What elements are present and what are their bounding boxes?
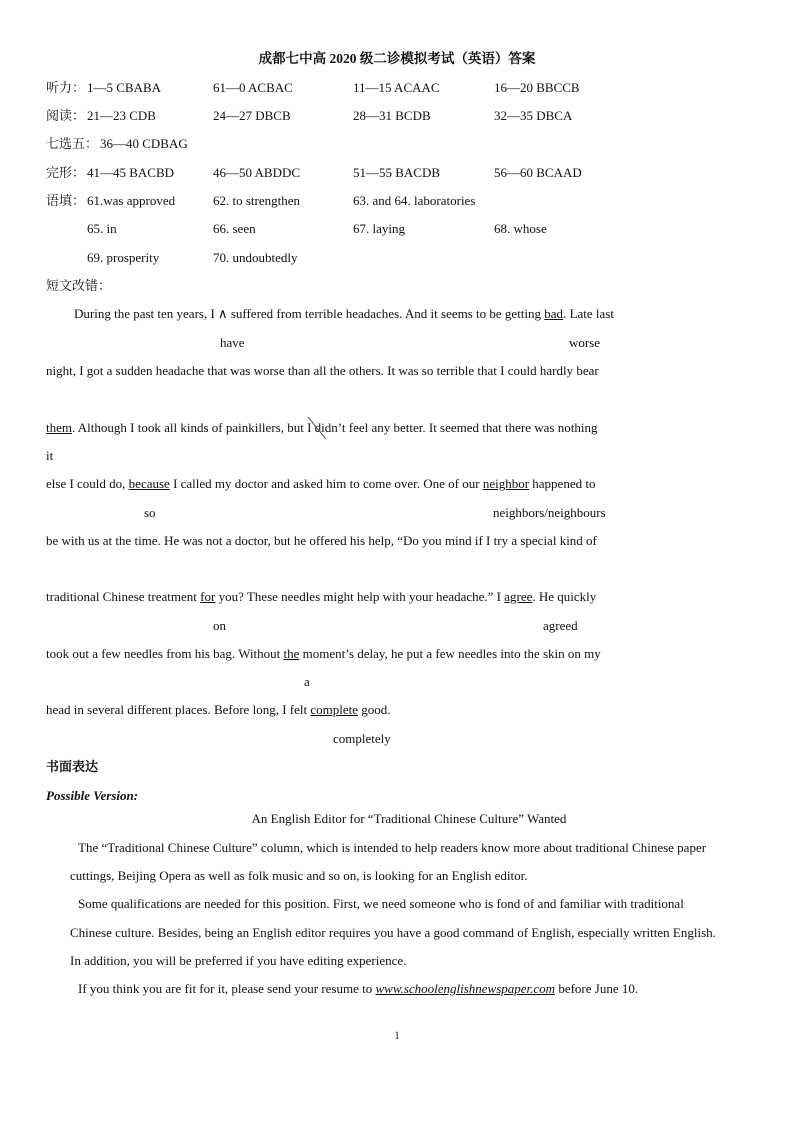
correction-line-2: night, I got a sudden headache that was worse than all the others. It was so terrible that I could hardly bear <box>46 363 599 378</box>
error-word-complete: complete <box>310 702 358 717</box>
correction-line-8: head in several different places. Before long, I felt complete good. <box>46 702 391 717</box>
cloze-label: 完形： <box>46 165 86 180</box>
correction-a: a <box>304 674 310 689</box>
essay-p2-line-3: In addition, you will be preferred if you have editing experience. <box>70 953 407 968</box>
listening-answer-3: 11—15 ACAAC <box>353 80 440 95</box>
possible-version-label: Possible Version: <box>46 788 139 803</box>
error-word-them: them <box>46 420 72 435</box>
grammar-answer-68: 68. whose <box>494 221 547 236</box>
cloze-answer-1: 41—45 BACBD <box>87 165 175 180</box>
listening-label: 听力： <box>46 80 86 95</box>
grammar-answer-62: 62. to strengthen <box>213 193 301 208</box>
writing-heading: 书面表达 <box>46 759 99 774</box>
error-word-but: but <box>287 420 304 435</box>
reading-answer-1: 21—23 CDB <box>87 108 156 123</box>
grammar-answer-70: 70. undoubtedly <box>213 250 298 265</box>
essay-p2-line-1: Some qualifications are needed for this position. First, we need someone who is fond of and familiar with traditional <box>78 896 684 911</box>
cloze-answer-4: 56—60 BCAAD <box>494 165 582 180</box>
correction-neighbors: neighbors/neighbours <box>493 505 606 520</box>
reading-label: 阅读： <box>46 108 86 123</box>
essay-p3: If you think you are fit for it, please send your resume to www.schoolenglishnewspaper.com before June 10. <box>78 981 639 996</box>
seven-choose-five-label: 七选五： <box>46 136 99 151</box>
reading-answer-2: 24—27 DBCB <box>213 108 291 123</box>
error-word-neighbor: neighbor <box>482 476 530 491</box>
cloze-answer-3: 51—55 BACDB <box>353 165 441 180</box>
correction-line-7: took out a few needles from his bag. Without the moment’s delay, he put a few needles into the skin on my <box>46 646 601 661</box>
error-word-the: the <box>283 646 300 661</box>
correction-completely: completely <box>333 731 391 746</box>
delete-mark <box>306 415 328 441</box>
reading-answer-4: 32—35 DBCA <box>494 108 573 123</box>
reading-answer-3: 28—31 BCDB <box>353 108 431 123</box>
page-number: 1 <box>394 1028 400 1042</box>
page-title: 成都七中高 2020 级二诊模拟考试（英语）答案 <box>258 51 536 66</box>
listening-answer-2: 61—0 ACBAC <box>213 80 293 95</box>
correction-line-1: During the past ten years, I ∧ suffered from terrible headaches. And it seems to be getting bad. Late last <box>74 306 614 321</box>
grammar-answer-63-64: 63. and 64. laboratories <box>353 193 476 208</box>
seven-choose-five-answer: 36—40 CDBAG <box>100 136 188 151</box>
listening-answer-4: 16—20 BBCCB <box>494 80 580 95</box>
resume-email-link[interactable]: www.schoolenglishnewspaper.com <box>375 981 556 996</box>
grammar-label: 语填： <box>46 193 86 208</box>
correction-line-3: them. Although I took all kinds of painkillers, but I didn’t feel any better. It seemed that there was nothing <box>46 420 598 435</box>
correction-on: on <box>213 618 226 633</box>
error-word-for: for <box>200 589 216 604</box>
correction-worse: worse <box>569 335 601 350</box>
cloze-answer-2: 46—50 ABDDC <box>213 165 301 180</box>
essay-title: An English Editor for “Traditional Chinese Culture” Wanted <box>251 811 567 826</box>
correction-line-5: be with us at the time. He was not a doctor, but he offered his help, “Do you mind if I try a special kind of <box>46 533 597 548</box>
correction-agreed: agreed <box>543 618 578 633</box>
grammar-answer-66: 66. seen <box>213 221 256 236</box>
listening-answer-1: 1—5 CBABA <box>87 80 162 95</box>
error-word-because: because <box>128 476 170 491</box>
correction-label: 短文改错： <box>46 278 112 293</box>
error-word-bad: bad <box>544 306 564 321</box>
grammar-answer-61: 61.was approved <box>87 193 176 208</box>
grammar-answer-65: 65. in <box>87 221 117 236</box>
correction-line-6: traditional Chinese treatment for you? These needles might help with your headache.” I agree. He quickly <box>46 589 597 604</box>
insert-caret: ∧ <box>218 306 228 321</box>
correction-it: it <box>46 448 54 463</box>
essay-p1-line-1: The “Traditional Chinese Culture” column, which is intended to help readers know more about traditional Chinese paper <box>78 840 707 855</box>
correction-have: have <box>220 335 245 350</box>
essay-p2-line-2: Chinese culture. Besides, being an English editor requires you have a good command of English, especially written English. <box>70 925 716 940</box>
correction-line-4: else I could do, because I called my doctor and asked him to come over. One of our neighbor happened to <box>46 476 596 491</box>
error-word-agree: agree <box>504 589 533 604</box>
correction-so: so <box>144 505 156 520</box>
essay-p1-line-2: cuttings, Beijing Opera as well as folk music and so on, is looking for an English editor. <box>70 868 528 883</box>
grammar-answer-69: 69. prosperity <box>87 250 160 265</box>
grammar-answer-67: 67. laying <box>353 221 405 236</box>
